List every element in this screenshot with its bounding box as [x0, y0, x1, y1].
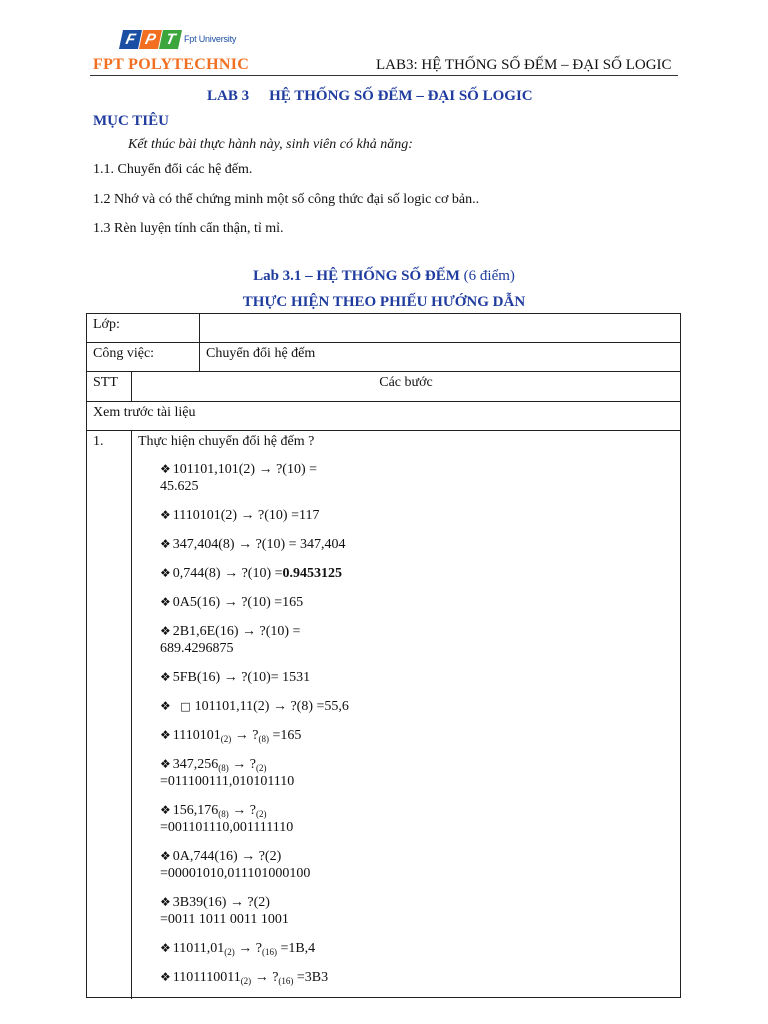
- logo-letter-t: T: [159, 30, 182, 49]
- step-item-continued: =00001010,011101000100: [160, 866, 311, 881]
- class-value: [200, 314, 680, 342]
- objective-item: 1.2 Nhớ và có thể chứng minh một số công thức đại số logic cơ bản..: [93, 192, 480, 207]
- lab-number: LAB 3: [207, 88, 250, 104]
- task-row: [87, 343, 680, 372]
- step-item: [160, 894, 270, 911]
- step-item: [160, 669, 310, 686]
- diamond-bullet-icon: ❖: [160, 895, 171, 909]
- step-item: [160, 461, 317, 478]
- step-base: (8): [218, 809, 229, 819]
- class-label: Lớp:: [93, 317, 120, 332]
- steps-header: Các bước: [379, 375, 433, 390]
- step-item-continued: 45.625: [160, 479, 199, 494]
- header-divider: [90, 75, 678, 76]
- step-item: [160, 594, 303, 611]
- diamond-bullet-icon: ❖: [160, 670, 171, 684]
- step-result: =1B,4: [276, 941, 316, 956]
- step-arrow: → ?: [228, 757, 256, 772]
- row-number: 1.: [93, 434, 104, 449]
- logo-letter-f: F: [119, 30, 142, 49]
- diamond-bullet-icon: ❖: [160, 849, 171, 863]
- step-result: =165: [268, 728, 302, 743]
- step-item: [160, 623, 300, 640]
- step-text: 0,744(8) → ?(10) =: [172, 566, 283, 581]
- step-base: (8): [258, 734, 269, 744]
- diamond-bullet-icon: ❖: [160, 624, 171, 638]
- step-item: [160, 848, 281, 865]
- step-text: 101101,101(2) → ?(10) =: [172, 462, 318, 477]
- step-base: (2): [220, 734, 232, 744]
- step-item: [160, 698, 349, 715]
- objectives-intro: Kết thúc bài thực hành này, sinh viên có khả năng:: [128, 137, 413, 152]
- step-base: (2): [255, 763, 267, 773]
- stt-header: STT: [93, 375, 118, 390]
- step-base: (2): [224, 947, 235, 957]
- step-item-continued: =001101110,001111110: [160, 820, 294, 835]
- step-arrow: → ?: [251, 970, 279, 985]
- objectives-heading: MỤC TIÊU: [93, 113, 169, 129]
- step-base: (16): [278, 976, 294, 986]
- step-number: 347,256: [172, 757, 219, 772]
- document-header-title: LAB3: HỆ THỐNG SỐ ĐẾM – ĐẠI SỐ LOGIC: [376, 57, 672, 73]
- diamond-bullet-icon: ❖: [160, 728, 171, 742]
- preview-row: [87, 402, 680, 431]
- step-item: [160, 565, 342, 582]
- step-number: 1110101: [172, 728, 221, 743]
- step-answer: 0.9453125: [282, 566, 343, 581]
- step-number: 156,176: [172, 803, 219, 818]
- fpt-university-logo: [121, 27, 236, 51]
- step-text: 5FB(16) → ?(10)= 1531: [172, 670, 311, 685]
- step-base: (2): [240, 976, 252, 986]
- objective-item: 1.1. Chuyển đổi các hệ đếm.: [93, 162, 253, 177]
- step-text: 3B39(16) → ?(2): [172, 895, 270, 910]
- step-item-continued: =0011 1011 0011 1001: [160, 912, 289, 927]
- diamond-bullet-icon: ❖: [160, 566, 171, 580]
- step-arrow: → ?: [228, 803, 256, 818]
- step-text: 1110101(2) → ?(10) =117: [172, 508, 320, 523]
- step-item: [160, 940, 315, 961]
- diamond-bullet-icon: ❖: [160, 941, 171, 955]
- diamond-bullet-icon: ❖: [160, 757, 171, 771]
- section-title-text: Lab 3.1 – HỆ THỐNG SỐ ĐẾM: [253, 268, 460, 284]
- header-row: [87, 372, 680, 402]
- step-base: (8): [218, 763, 229, 773]
- step-text: 2B1,6E(16) → ?(10) =: [172, 624, 301, 639]
- class-row: [87, 314, 680, 343]
- section-subtitle: THỰC HIỆN THEO PHIẾU HƯỚNG DẪN: [242, 294, 526, 310]
- diamond-bullet-icon: ❖: [160, 508, 171, 522]
- logo-letter-p: P: [139, 30, 162, 49]
- diamond-bullet-icon: ❖: [160, 462, 171, 476]
- step-number: 11011,01: [172, 941, 225, 956]
- step-text: 0A,744(16) → ?(2): [172, 849, 282, 864]
- step-text: 0A5(16) → ?(10) =165: [172, 595, 304, 610]
- step-arrow: → ?: [234, 941, 262, 956]
- checkbox-icon: □: [180, 700, 191, 713]
- brand-name: FPT POLYTECHNIC: [93, 56, 250, 73]
- step-item-continued: 689.4296875: [160, 641, 234, 656]
- objective-item: 1.3 Rèn luyện tính cẩn thận, tỉ mỉ.: [93, 221, 284, 236]
- step-arrow: → ?: [231, 728, 259, 743]
- fpt-logo-mark: [121, 30, 180, 49]
- diamond-bullet-icon: ❖: [160, 699, 171, 713]
- diamond-bullet-icon: ❖: [160, 970, 171, 984]
- step-base: (2): [255, 809, 267, 819]
- step-item: [160, 507, 319, 524]
- section-title: [0, 268, 768, 285]
- step-result: =3B3: [293, 970, 329, 985]
- task-value: Chuyển đổi hệ đếm: [206, 346, 316, 361]
- task-label: Công việc:: [93, 346, 155, 361]
- diamond-bullet-icon: ❖: [160, 595, 171, 609]
- step-item: [160, 969, 328, 990]
- step-item: [160, 727, 301, 748]
- row-title: Thực hiện chuyển đổi hệ đếm ?: [138, 434, 315, 449]
- step-item-continued: =011100111,010101110: [160, 774, 295, 789]
- step-text: 347,404(8) → ?(10) = 347,404: [172, 537, 346, 552]
- lab-title: [207, 88, 533, 105]
- step-item: [160, 536, 346, 553]
- logo-university-text: Fpt University: [184, 34, 237, 44]
- step-base: (16): [261, 947, 277, 957]
- diamond-bullet-icon: ❖: [160, 537, 171, 551]
- lab-name: HỆ THỐNG SỐ ĐẾM – ĐẠI SỐ LOGIC: [269, 88, 533, 104]
- preview-text: Xem trước tài liệu: [93, 405, 196, 420]
- step-number: 1101110011: [172, 970, 241, 985]
- step-text: 101101,11(2) → ?(8) =55,6: [194, 699, 349, 714]
- section-points: (6 điểm): [463, 268, 515, 284]
- diamond-bullet-icon: ❖: [160, 803, 171, 817]
